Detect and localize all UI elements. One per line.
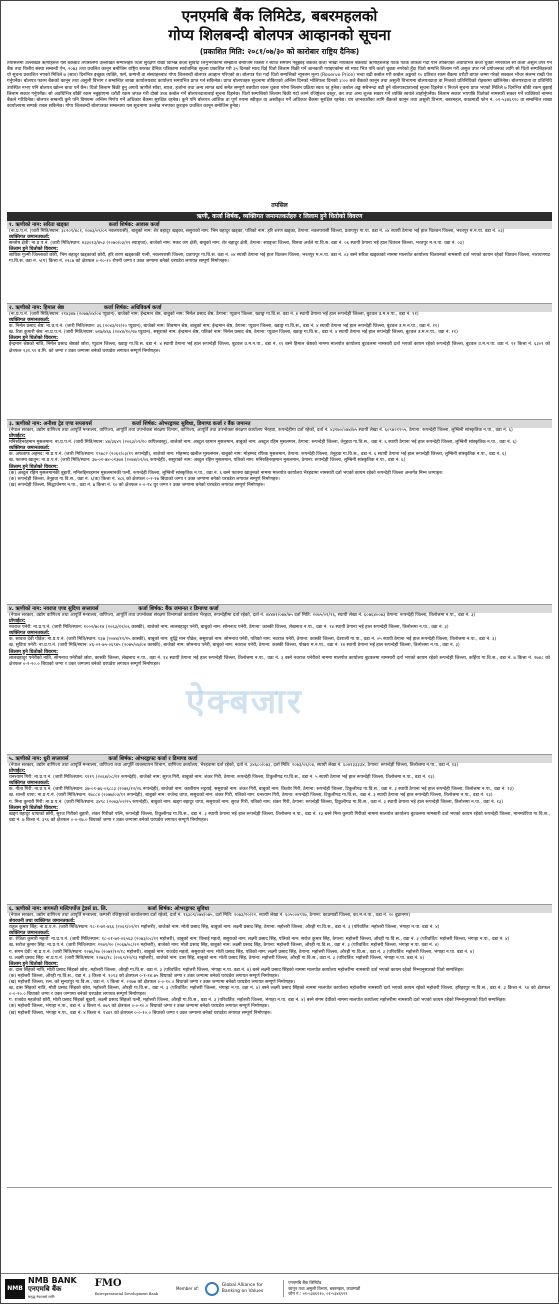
nmb-logo-icon: NMB bbox=[5, 1279, 25, 1299]
section-paragraph: (ना.प्र.प.नं. (जारी मिति/स्थान: ३८२०९/४८१, २०७३/०९/०९ नवलपरासी), बाबुको नाम: शेर बहादुर खड्का, ससुराको नाम: भिम बहादुर खड्का, पतिको नाम: हरि शरण खड्का, ठेगाना: नवलपरासी जिल्ला, प्रतापपुर गा.पा. वडा नं. ०४ स्थायी ठेगाना भई हाल चितवन जिल्ला, भरतपुर म.न.पा. वडा नं. ०३) bbox=[9, 229, 505, 234]
loan-type: कर्जा शिर्षक: ओभरड्राफ्ट सुविधा bbox=[147, 906, 210, 912]
borrower-title bbox=[7, 605, 552, 613]
borrower-name: ६. ऋणीको नाम: बागमती मल्टिपर्पोज ट्रेडर्स प्रा. लि. bbox=[9, 906, 108, 912]
section-paragraph: (नेपाल सरकार, उद्योग वाणिज्य तथा आपूर्ति मन्त्रालय, वाणिज्य, आपूर्ति तथा उपभोक्ता संरक्षण विभाग, वाणिज्य, आपूर्ति तथा उपभोक्ता संरक्षण कार्यालय भैरहवा, रूपन्देहीमा दर्ता रहेको, दर्ता नं. ४३१७०/०७४/७५ स्थायी लेखा नं. ६०९७२१९५५, ठेगाना: रूपन्देही जिल्ला, लुम्बिनी सांस्कृतिक न.पा., वडा नं. ६) bbox=[9, 428, 513, 433]
section-paragraph: ईन्द्रमान श्रेष्ठको नाति, निर्मल प्रसाद श्रेष्ठको छोरा, प्युठान जिल्ला, ख्वाङ्ग गा.वि.स. वडा नं. ४ स्थायी ठेगाना भई हाल रूपन्देही जिल्ला, बुटवल उ.म.न.पा., वडा नं. ११ बस्ने हिमाल श्रेष्ठको नाममा मालपोत कार्यालय बुटवलमा नामसारी दर्ता भएको कायम रहेको रूपन्देही जिल्ला, बुटवल उ.म.न.पा. वडा नं. ११ कित्ता नं. ६३०९ को क्षेत्रफल १३१.९१ व.मि. को जग्गा र उक्त जग्गामा बनेको घरघडेरा लगायत सम्पूर्ण निर्माणहरु। bbox=[9, 342, 550, 354]
section-paragraph: लालबहादुर पनेरीको नाति, सोमनाथ पनेरीको छोरा, कास्की जिल्ला, लेखनाथ न.पा., वडा नं. १४ स्थायी ठेगाना भई हाल रूपन्देही जिल्ला, तिलोत्तमा न.पा., वडा नं. ३ बस्ने नवराज पनेरीको नाममा मालपोत कार्यालय बुटवलमा नामसारी दर्ता भएको कायम रहेको रूपन्देही जिल्ला, कर्हिया गा.वि.स., वडा नं. ७ कित्ता नं. १७४८ को क्षेत्रफल ०-१-२०.० बिघाको जग्गा र उक्त जग्गामा बनेको घरघडेरा लगायत सम्पूर्ण निर्माणहरु। bbox=[9, 655, 550, 667]
fmo-logo bbox=[95, 1279, 158, 1299]
loan-section bbox=[7, 304, 552, 420]
section-paragraph: धनश्याम गिरी: ना.प्र.प.नं. (जारी मिति/स्थान: ९११९ (२०६४/०८/११ रूपन्देही), बाजेको नाम: सुरज गिरी, बाबुको नाम: शंकर गिरी, ठेगाना: रूपन्देही जिल्ला, टिकुलीगढ गा.वि.स., वडा नं. ५ स्थायी ठेगाना भई हाल रूपन्देही जिल्ला, तिलोत्तमा न.पा., वडा नं. १३) bbox=[9, 775, 435, 781]
gabv-line2: Banking on Values bbox=[221, 1288, 264, 1294]
loan-type: कर्जा शिर्षक: ओभरड्राफ्ट कर्जा र डिमाण्ड कर्जा bbox=[108, 756, 198, 762]
borrower-title bbox=[7, 221, 552, 229]
section-paragraph: ख. सुदिपा पनेरी: ना.प्र.प.नं. (जारी मिति/स्थान: ४६-०१-७५-०६९४५ (२०७५/०७/०४ कास्की), बाजेको नाम: सोमनाथ पनेरी, बाबुको नाम: नवराज पनेरी, ठेगाना: कास्की जिल्ला, पोखरा म.न.पा., वडा नं. १४ स्थायी ठेगाना भई हाल रूपन्देही जिल्ला, तिलोत्तमा न.पा., वडा नं. ३) bbox=[9, 643, 460, 649]
subsection-heading: लिलाम हुने धितोको विवरण: bbox=[9, 961, 59, 967]
watermark: ऐक्बजार bbox=[186, 682, 303, 722]
section-paragraph: राहुल कुमार सिंह: ना.प्र.प.नं. (जारी मिति/स्थान: १८-१-७१-४६६ (२०६९/०९/१९ महोत्तरी), बाजेको नाम: मोती प्रसाद सिंह, बाबुको नाम: लक्ष्मी प्रसाद सिंह, ठेगाना: महोत्तरी जिल्ला, औरही गा.वि.स., वडा नं. ३ (परिवर्तित: महोत्तरी जिल्ला, भंगाहा न.पा. वडा नं. ४) bbox=[9, 925, 440, 931]
subsection-heading: लिलाम हुने धितोको विवरण: bbox=[9, 649, 59, 655]
bank-name-np: एनएमबि बैंक bbox=[28, 1284, 62, 1293]
subsection-heading: प्रोपाईटर: bbox=[9, 769, 26, 775]
section-paragraph: ग. संगम देवी: ना.प्र.प.नं. (जारी मिति/स्थान: १२७६/१७ (२०७१/१२/१८ महोत्तरी), बाबुको नाम: राजदेव महतो, ससुराको नाम: मोती प्रसाद सिंह, पतिको नाम: लक्ष्मी प्रसाद सिंह, ठेगाना: महोत्तरी जिल्ला, औरही गा.वि.स., वडा नं. ३ (परिवर्तित: महोत्तरी जिल्ला, भंगाहा न.पा. वडा नं. ४) bbox=[9, 949, 475, 955]
section-paragraph: ख. सरोज कुमार सिंह: ना.प्र.प.नं. (जारी मिति/स्थान: १२७९/२० (२०६७/०८/२२ महोत्तरी), बाजेको नाम: मोती प्रसाद सिंह, बाबुको नाम: लक्ष्मी प्रसाद सिंह, ठेगाना: महोत्तरी जिल्ला, औरही गा.वि.स., वडा नं. ३ (परिवर्तित: महोत्तरी जिल्ला, भंगाहा न.पा. वडा नं. ४) bbox=[9, 943, 439, 949]
subsection-heading: व्यक्तिगत जमानतकर्ता: bbox=[9, 446, 50, 452]
section-paragraph: ख. दास सिंहको नाति, मोती प्रसाद सिंहको छोरा, महोत्तरी जिल्ला, औरही गा.वि.स., वडा नं. ३ (परिवर्तित: महोत्तरी जिल्ला, भंगाहा न.पा. वडा नं. ४) बस्ने लक्ष्मी प्रसाद सिंहको नाममा मालपोत कार्यालय महोत्तरीमा नामसारी दर्ता भएको कायम रहेको महोत्तरी जिल्ला, हरिहरपुर गा.वि.स., वडा नं. ३ कित्ता नं. ९४ को क्षेत्रफल ०-०-१०.० बिघाको जग्गा र उक्त जग्गामा बनेको घरघडेरा लगायत सम्पूर्ण निर्माणहरु। bbox=[9, 986, 550, 998]
notice-header bbox=[1, 1, 558, 57]
subsection-heading: लिलाम हुने धितोको विवरण: bbox=[9, 805, 59, 811]
loan-type: कर्जा शिर्षक: ओभरड्राफ्ट सुविधा, डिमाण्ड कर्जा र बैंक जमानत bbox=[131, 421, 251, 427]
borrower-name: ५. ऋणीको नाम: धुरी सप्लायर्स bbox=[9, 756, 69, 762]
fmo-subtitle: Entrepreneurial Development Bank bbox=[94, 1291, 158, 1296]
intro-paragraph: तपसिलमा उल्लेखित ऋणीहरुले यस बैंकबाट तपसिलमा उल्लेखित सम्पत्तिहरु धितो सुरक्षण राखी विभिन्न कर्जा सुविधा लिनुभएकोमा सम्झौता बमोजिम किस्ता र ब्याज समयमै नबुझाई बैंकको कर्जा भाखा नाघेकाले बैंकबाट ऋणीहरुलाई पटक पटक ताकेता गर्दा पनि तोकिएको अवधिभित्र कर्जा चुक्ता नगरेकाले सो कर्जा असुल उपर गर्न बैंक तथा वित्तीय संस्था सम्बन्धी ऐन, २०७३ तथा प्रचलित कानून बमोजिम राष्ट्रिय स्तरका दैनिक पत्रिकामा सार्वजनिक सूचना प्रकाशित गरी ३५ दिनको म्याद दिई धितो लिलाम बिक्री गर्ने जानकारी गराइएकोमा सो म्याद भित्र पनि कर्जा चुक्ता नगरेको हुँदा धितो सम्पत्ति लिलाम गरी असुल उपर गर्ने प्रयोजनका लागि सो धितो सम्पत्तिहरुको यो सूचना प्रकाशित भएको मितिले ७ (सात) दिनभित्र इच्छुक व्यक्ति, फर्म, कम्पनी वा संस्थाहरुबाट गोप्य शिलबन्दी बोलपत्र आव्हान गरिएको छ। बोलपत्र पेश गर्दा धितो सम्पत्तिको न्यूनतम मूल्य (Reserve Price) भन्दा बढी कबोल गरी कबोल अङ्कको १० प्रतिशत रकम बैंकमा धरौटी बापत जम्मा गरेको सक्कल भौचर संलग्न राखी पेश गर्नुपर्नेछ। बोलपत्र फारम बैंकको कानून तथा असुली विभाग र सम्बन्धित शाखा कार्यालयबाट कार्यालय समयभित्र प्राप्त गर्न सकिनेछ। प्राप्त बोलपत्रहरु सूचनामा तोकिएको अन्तिम दिनको भोलिपल्ट दिनको ३:०० बजे बैंकको कानून तथा असुली विभागमा बोलपत्रदाता वा निजको प्रतिनिधिको रोहबरमा खोलिनेछ। बोलपत्रदाता वा प्रतिनिधि उपस्थित नभए पनि बोलपत्र खोल्न बाधा पर्ने छैन। धितो लिलाम बिक्री हुनु अगावै ऋणीले साँवा, ब्याज, हर्जाना तथा अन्य लागत खर्च समेत सम्पूर्ण बक्यौता रकम चुक्ता गरेमा लिलाम प्रक्रिया स्वतः रद्द हुनेछ। कबोल अङ्क सबैभन्दा बढी हुने बोलपत्रदातालाई सूचना दिइनेछ र निजले सूचना प्राप्त भएको मितिले ७ दिनभित्र बाँकी रकम बुझाई लिलाम सकार गर्नुपर्नेछ। सो अवधिभित्र बाँकी रकम नबुझाएमा धरौटी रकम जफत गरी दोस्रो उच्च कबोल गर्ने बोलपत्रदातालाई सूचना दिइनेछ। धितो सम्पत्तिको लिलाम बिक्री गर्दा लाग्ने रजिष्ट्रेशन दस्तुर, कर तथा अन्य शुल्क सकार गर्ने व्यक्ति स्वयंले व्यहोर्नुपर्नेछ। लिलाम सकार भएपछि धितोको नामसारी सकार गर्ने व्यक्तिको नाममा बैंकले गरिदिनेछ। बोलपत्र सम्बन्धी कुनै पनि विषयमा अन्तिम निर्णय गर्ने अधिकार बैंकमा सुरक्षित रहनेछ। कुनै पनि बोलपत्र आंशिक वा पूर्ण रुपमा स्वीकृत वा अस्वीकृत गर्ने अधिकार बैंकमा सुरक्षित रहनेछ। थप जानकारीका लागि बैंकको कानून तथा असुली विभाग, बबरमहल, काठमाडौं फोन नं. ०१-५३४६९१० वा सम्बन्धित शाखा कार्यालयमा सम्पर्क राख्न सकिनेछ। गोप्य शिलबन्दी बोलपत्रका सम्बन्धमा यस सूचनामा उल्लेख नभएका कुराहरु प्रचलित कानून बमोजिम हुनेछ। bbox=[7, 61, 552, 110]
gabv-logo bbox=[205, 1282, 263, 1296]
subsection-heading: व्यक्तिगत जमानतकर्ता: bbox=[9, 235, 50, 241]
publication-date: (प्रकाशित मिति: २०८१/०७/३० को कारोबार राष्ट्रिय दैनिक) bbox=[199, 47, 360, 56]
section-paragraph: (ख) महोत्तरी जिल्ला, रत्न. को सुन्दरपुर गा.वि.स., वडा नं. ९ कित्ता नं. २२७७ को क्षेत्रफल ०-०-१०.० बिघाको जग्गा र उक्त जग्गामा बनेको घरघडेरा लगायत सम्पूर्ण निर्माणहरु। bbox=[9, 980, 296, 986]
loan-section bbox=[7, 420, 552, 605]
subsection-heading: लिलाम हुने धितोको विवरण: bbox=[9, 464, 59, 470]
section-paragraph: (ख) महोत्तरी जिल्ला, भंगाहा न.पा., वडा नं. ४ कित्ता नं. १४४९ को क्षेत्रफल ०-०-१०.० बिघाको जग्गा र उक्त जग्गामा बनेको घरघडेरा लगायत सम्पूर्ण निर्माणहरु। bbox=[9, 1010, 272, 1016]
loan-sections bbox=[1, 221, 558, 1188]
subsection-heading: शेयरधनी तथा व्यक्तिगत जमानतकर्ता: bbox=[9, 919, 75, 925]
section-paragraph: सन्तोष क्षेत्री: ना.प्र.प.नं. (जारी मिति/स्थान: ४३३०१३/४५३ (२०७०/०३/२२ स्याङ्जा), बाजेको नाम: मकर जंग क्षेत्री, बाबुको नाम: शेर बहादुर क्षेत्री, ठेगाना: स्याङ्जा जिल्ला, बिरुवा अर्चले गा.वि.स. वडा नं. ०६ स्थायी ठेगाना भई हाल चितवन जिल्ला, भरतपुर म.न.पा. वडा नं. ०३) bbox=[9, 241, 464, 247]
contact-address bbox=[283, 1280, 360, 1297]
subsection-heading: व्यक्तिगत जमानतकर्ता: bbox=[9, 931, 50, 937]
gabv-line1: Global Alliance for bbox=[221, 1283, 263, 1288]
loan-section bbox=[7, 605, 552, 755]
address-line1: एनएमबि बैंक लिमिटेड bbox=[288, 1280, 322, 1286]
address-line3: फोन नं.: ०१-५३४६९१०, ०१-५३४६९११ bbox=[288, 1291, 348, 1297]
subsection-heading: व्यक्तिगत जमानतकर्ता: bbox=[9, 631, 50, 637]
loan-section bbox=[7, 221, 552, 304]
section-paragraph: घ. लक्ष्मी प्रसाद सिंह: ना.प्र.प.नं. (जारी मिति/स्थान: १२७६/१८ (२०६९/१२/१३ महोत्तरी), बाजेको नाम: दास सिंह, बाबुको नाम: मोती प्रसाद सिंह, ठेगाना: महोत्तरी जिल्ला, औरही गा.वि.स., वडा नं. ३ (परिवर्तित: महोत्तरी जिल्ला, भंगाहा न.पा. वडा नं. ४) bbox=[9, 955, 425, 961]
section-paragraph: (नेपाल सरकार, उद्योग वाणिज्य तथा आपूर्ति मन्त्रालय, वाणिज्य, आपूर्ति तथा उपभोक्ता संरक्षण विभागको कार्यालय भैरहवा, रूपन्देहीमा दर्ता रहेको, दर्ता नं. ४४४४१/०७४/७५ दर्ता मिति: २०७५/०१/१६, स्थायी लेखा नं. ६०७६४००७३ ठेगाना: रूपन्देही जिल्ला, तिलोत्तमा न.पा., वडा नं. ३) bbox=[9, 613, 476, 618]
schedule-header-bar: ऋणी, कर्जा शिर्षक, व्यक्तिगत जमानतकर्तहरु र लिलाम हुने धितोको विवरण bbox=[7, 212, 552, 221]
section-paragraph: नवराज पनेरी: ना.प्र.प.नं. (जारी मिति/स्थान: १००२/७०१४ (२०६३/१२/०६ कास्की), बाजेको नाम: लालबहादुर पनेरी, बाबुको नाम: सोमनाथ पनेरी, ठेगाना: कास्की जिल्ला, लेखनाथ न.पा., वडा नं. १४ स्थायी ठेगाना भई हाल रूपन्देही जिल्ला, तिलोत्तमा न.पा., वडा नं. ३) bbox=[9, 625, 449, 631]
bank-tagline: समृद्ध नेपालको लागि bbox=[28, 1294, 55, 1299]
address-line2: कानून तथा असुली विभाग, बबरमहल, काठमाडौं bbox=[288, 1285, 361, 1291]
bank-name-en: NMB BANK bbox=[28, 1275, 77, 1285]
fmo-text: FMO bbox=[94, 1277, 122, 1289]
section-paragraph: मनिरुद्दिनरहमान मुसलमान: ना.प्र.प.नं. (जारी मिति/स्थान: ४४/३६४९ (२०६३/०९/१० कपिलवस्तु), बाजेको नाम: अब्दुल रहमान मुसलमान, बाबुको नाम: अब्दुल रहिम मुसलमान, ठेगाना: रूपन्देही जिल्ला, तेनुहवा गा.वि.स., वडा नं. ६ स्थायी ठेगाना भई हाल रूपन्देही जिल्ला, लुम्बिनी सांस्कृतिक न.पा., वडा नं. ६) bbox=[9, 440, 517, 446]
section-paragraph: साविक गुल्मी जिल्लाको छोरी, भिम बहादुर खड्काको छोरी, हरि शरण खड्काकी पत्नी, नवलपरासी जिल्ला, प्रतापपुर गा.वि.स. वडा नं. ०४ स्थायी ठेगाना भई हाल चितवन जिल्ला, भरतपुर म.न.पा. वडा नं. ०३ बस्ने सरिता खड्काको नाममा मालपोत कार्यालय चितवनको नामसारी दर्ता भएको कायम रहेको चितवन जिल्ला, नारायणगढ गा.वि.स. वडा नं. ५(ग) कित्ता नं. २२८७ को क्षेत्रफल ०-१०-१० रोपनी जग्गा र उक्त जग्गामा बनेको घरघडेरा लगायत सम्पूर्ण निर्माणहरु। bbox=[9, 253, 550, 265]
borrower-name: २. ऋणीको नाम: हिमाल श्रेष्ठ bbox=[9, 305, 64, 311]
section-paragraph: (क) रूपन्देही जिल्ला, तेनुहवा गा.वि.स., वडा नं. ६(क) कित्ता नं. ४८६ को क्षेत्रफल ०-२-१७ बिघाको जग्गा र उक्त जग्गामा बनेको घरघडेरा लगायत सम्पूर्ण निर्माणहरु। bbox=[9, 476, 280, 482]
bank-title: एनएमबि बैंक लिमिटेड, बबरमहलको bbox=[181, 7, 378, 25]
section-paragraph: (नेपाल सरकार, उद्योग वाणिज्य तथा आपूर्ति मन्त्रालय, वाणिज्य तथा आपूर्ति व्यवस्थापन विभाग, वाणिज्य कार्यालय, भैरहवामा दर्ता रहेको, दर्ता नं. ३४६८०/०७३, दर्ता मिति: २०७३/०६/०४, स्थायी लेखा नं. ६०४१३३३३४, ठेगाना: रूपन्देही जिल्ला, तिलोत्तमा न.पा., वडा नं. १३) bbox=[9, 763, 459, 768]
section-paragraph: (ख) रूपन्देही जिल्ला, सिद्धार्थनगर न.पा., वडा नं. ७ कित्ता नं. १० को क्षेत्रफल ०-०-१४ धुर जग्गा र उक्त जग्गामा बनेको घरघडेरा लगायत सम्पूर्ण निर्माणहरु। bbox=[9, 482, 265, 488]
section-paragraph: क. सावत्रा देवी पौडेल: ना.प्र.प.नं. (जारी मिति/स्थान: १३७ (२०४४/११/१५ कास्की), बाबुको नाम: बुद्धि मान पौडेल, ससुराको नाम: सोमनाथ पनेरी, पतिको नाम: नवराज पनेरी, ठेगाना: कास्की जिल्ला, देउराली गा.पा., वडा नं. ०५ स्थायी ठेगाना भई हाल रूपन्देही जिल्ला, तिलोत्तमा न.पा., वडा नं. ३) bbox=[9, 637, 497, 643]
subsection-heading: व्यक्तिगत जमानतकर्ता: bbox=[9, 318, 50, 324]
section-paragraph: क. अफताफ अहमद: ना.प्र.प.नं. (जारी मिति/स्थान: १९७८२ (२०६२/०३/१९ रूपन्देही), बाजेको नाम: मोहम्मद खलील मुसलमान, बाबुको नाम: मोहम्मद रफिक मुसलमान, ठेगाना: रूपन्देही जिल्ला, तेनुहवा गा.वि.स., वडा नं. ६ स्थायी ठेगाना भई हाल रूपन्देही जिल्ला, लुम्बिनी सांस्कृतिक न.पा., वडा नं. ६) bbox=[9, 452, 507, 458]
member-label: Member of: bbox=[175, 1286, 199, 1291]
loan-section bbox=[7, 755, 552, 905]
section-paragraph: ख. रिता कुमारी श्रेष्ठ: ना.प्र.प.नं. (जारी मिति/स्थान: ७१७/४६६ (२०४४/१०/२७ प्युठान), ससुराको नाम: ईन्द्रमान श्रेष्ठ, पतिको नाम: निर्मल प्रसाद श्रेष्ठ, ठेगाना: प्युठान जिल्ला, ख्वाङ्ग गा.वि.स., वडा नं. ४ स्थायी ठेगाना भई हाल रूपन्देही जिल्ला, बुटवल उ.म.न.पा., वडा नं. ११) bbox=[9, 330, 458, 336]
section-paragraph: ग. मिना कुमारी गिरी: ना.प्र.प.नं. (जारी मिति/स्थान: ३४९८ (२०७३/०२/२५ रूपन्देही), बाबुको नाम: खड्ग बहादुर थापा, ससुराको नाम: सुरज गिरी, पतिको नाम: शंकर गिरी, ठेगाना: रूपन्देही जिल्ला, टिकुलीगढ गा.वि.स., वडा नं. ३ स्थायी ठेगाना भई हाल रूपन्देही जिल्ला, तिलोत्तमा न.पा., वडा नं. १३) bbox=[9, 799, 504, 805]
section-paragraph: (क) महोत्तरी जिल्ला, औरही गा.वि.स., वडा नं. ३ कित्ता नं. १०९३ को क्षेत्रफल ०-१-१४.७५ बिघाको जग्गा र उक्त जग्गामा बनेको घरघडेरा लगायत सम्पूर्ण निर्माणहरु। bbox=[9, 973, 280, 979]
subsection-heading: व्यक्तिगत जमानतकर्ता: bbox=[9, 781, 50, 787]
loan-type: कर्जा शिर्षक: बैंक जमानत र डिमाण्ड कर्जा bbox=[138, 606, 219, 612]
section-paragraph: (नेपाल सरकार, उद्योग वाणिज्य तथा आपूर्ति मन्त्रालय, कम्पनी रजिष्ट्रारको कार्यालयमा दर्ता रहेको, दर्ता नं. १६३०९/०७४/०७५, दर्ता मिति: २०७३/१०/२२, स्थायी लेखा नं. ६०५००४९९७, ठेगाना: काठमाडौं जिल्ला, का.म.न.पा., वडा नं. २० बुढानगर) bbox=[9, 913, 411, 918]
notice-title: गोप्य शिलबन्दी बोलपत्र आव्हानको सूचना bbox=[168, 26, 391, 44]
footer bbox=[1, 1273, 558, 1303]
borrower-name: ४. ऋणीको नाम: नवराज एण्ड सुदिपा सप्लायर्स bbox=[9, 606, 99, 612]
section-paragraph: ख. फातमा खातुन: ना.प्र.प.नं. (जारी मिति/स्थान: ३७-०१-७४-०१३७४ (२०७४/०२/०६ रूपन्देही), ससुराको नाम: अब्दुल रहिम मुसलमान, पतिको नाम: मनिरुद्दिनरहमान मुसलमान, ठेगाना: रूपन्देही जिल्ला, लुम्बिनी सांस्कृतिक न.पा., वडा नं. ६) bbox=[9, 458, 406, 464]
section-paragraph: क. गीता गिरी: ना.प्र.प.नं. (जारी मिति/स्थान: ३७-०१-७६-०६८८३ (२०७६/१२/२६ रूपन्देही), बाजेको नाम: काशीराम भट्टराई, ससुराको नाम: शंकर गिरी, बाबुको नाम: किशोर गिरी, ठेगाना: रूपन्देही जिल्ला, टिकुलीगढ गा.वि.स., वडा नं. ३ स्थायी ठेगाना भई हाल रूपन्देही जिल्ला, तिलोत्तमा न.पा., वडा नं. १३) bbox=[9, 787, 514, 793]
section-paragraph: (ना.प्र.प.नं. (जारी मिति/स्थान: २१४३४७ (२०७७/०४/०४ प्युठान), बाजेको नाम: ईन्द्रमान श्रेष्ठ, बाबुको नाम: निर्मल प्रसाद श्रेष्ठ, ठेगाना: प्युठान जिल्ला, ख्वाङ्ग गा.वि.स. वडा नं. ४ स्थायी ठेगाना भई हाल रूपन्देही जिल्ला, बुटवल उ.म.न.पा., वडा नं. ११) bbox=[9, 312, 419, 317]
subsection-heading: लिलाम हुने धितोको विवरण: bbox=[9, 336, 59, 342]
borrower-title bbox=[7, 304, 552, 312]
borrower-name: १. ऋणीको नाम: सरिता खड्का bbox=[9, 222, 69, 228]
loan-section bbox=[7, 905, 552, 1188]
borrower-name: ३. ऋणीको नाम: अनीशा ट्रेड एण्ड सप्लायर्स bbox=[9, 421, 92, 427]
schedule-label: तपसिल bbox=[271, 202, 288, 209]
section-paragraph: ख. शान्ती थापा: ना.प्र.प.नं. (जारी मिति/स्थान: १७८८४ (२०७७/०३/१२ रूपन्देही), बाबुको नाम: राजेन्द्र थापा, ससुराको नाम: शंकर गिरी, पतिको नाम: धनश्याम गिरी, ठेगाना: रूपन्देही जिल्ला, टिकुलीगढ गा.वि.स., वडा नं. ३ स्थायी ठेगाना भई हाल रूपन्देही जिल्ला, तिलोत्तमा न.पा., वडा नं. १३) bbox=[9, 793, 493, 799]
nmb-logo bbox=[5, 1277, 77, 1301]
loan-type: कर्जा शिर्षक: अधिविकर्ष कर्जा bbox=[103, 305, 162, 311]
section-paragraph: (क) अब्दुल रहिम मुसलमानकी बुहारी, मनिरुद्दिनरहमान मुसलमानकी पत्नी, रूपन्देही जिल्ला, लुम्बिनी सांस्कृतिक न.पा., वडा नं. ६ बस्ने फातमा खातुनको नाममा मालपोत कार्यालय भैरहवामा नामसारी दर्ता भएको कायम रहेको रूपन्देही जिल्ला अन्तर्गत निम्न जग्गाहरु: bbox=[9, 470, 444, 476]
gabv-circle-icon bbox=[205, 1282, 219, 1296]
section-paragraph: क. दास सिंहको नाति, मोती प्रसाद सिंहको छोरा, महोत्तरी जिल्ला, औरही गा.वि.स. वडा नं. ३ (परिवर्तित: महोत्तरी जिल्ला, भंगाहा न.पा. वडा नं. ४) बस्ने लक्ष्मी प्रसाद सिंहको नाममा मालपोत कार्यालय महोत्तरीमा नामसारी दर्ता भएको कायम रहेको निम्नानुसारको धितो सम्पत्तिहरु: bbox=[9, 967, 465, 973]
borrower-title bbox=[7, 905, 552, 913]
section-paragraph: खड्ग बहादुर थापाको छोरी, सुरज गिरीको बुहारी, शंकर गिरीको पत्नि, रूपन्देही जिल्ला, टिकुलीगढ गा.वि.स., वडा नं. ३ स्थायी ठेगाना भई हाल रूपन्देही जिल्ला, तिलोत्तमा न.पा., वडा नं. १३ बस्ने मिना कुमारी गिरीको नाममा मालपोत कार्यालय बुटवलमा नामसारी दर्ता भएको कायम रहेको रूपन्देही जिल्ला, मानमटेरिया गा.वि.स., वडा नं. ७ कित्ता नं. ३९६ को क्षेत्रफल ०-०-१७.० बिघाको जग्गा र उक्त जग्गामा बनेको घरघडेरा लगायत सम्पूर्ण निर्माणहरु। bbox=[9, 811, 550, 823]
subsection-heading: लिलाम हुने धितोको विवरण: bbox=[9, 247, 59, 253]
loan-type: कर्जा शिर्षक: आवास कर्जा bbox=[108, 222, 160, 228]
subsection-heading: प्रोपाईटर: bbox=[9, 434, 26, 440]
section-paragraph: क. निर्मल प्रसाद श्रेष्ठ: ना.प्र.प.नं. (जारी मिति/स्थान: ३६ (२०४३/१२/२० प्युठान), बाजेको नाम: शिवमान श्रेष्ठ, बाबुको नाम: ईन्द्रमान श्रेष्ठ, ठेगाना: प्युठान जिल्ला, ख्वाङ्ग गा.वि.स., वडा नं. ४ स्थायी ठेगाना भई हाल रूपन्देही जिल्ला, बुटवल उ.म.न.पा., वडा नं. ११) bbox=[9, 324, 440, 330]
section-paragraph: (क) महोत्तरी जिल्ला, भंगाहा न.पा., वडा नं. ४ कित्ता नं. ४७९ को क्षेत्रफल ०-०-१०.० बिघाको जग्गा र उक्त जग्गामा बनेको घरघडेरा लगायत सम्पूर्ण निर्माणहरु। bbox=[9, 1004, 270, 1010]
borrower-title bbox=[7, 755, 552, 763]
borrower-title bbox=[7, 420, 552, 428]
section-paragraph: क. रंजिता कुमारी महतो: ना.प्र.प.नं. (जारी मिति/स्थान: १८-०१-७१-०६५६३ (२०७३/०८/२९ महोत्तरी), बाबुको नाम: तिलाई महतो, ससुराको नाम: लक्ष्मी प्रसाद सिंह, पतिको नाम: सरोज कुमार सिंह, ठेगाना: महोत्तरी जिल्ला, औरही गा.वि.स., वडा नं. ३ (परिवर्तित: महोत्तरी जिल्ला, भंगाहा न.पा., वडा नं. ४) bbox=[9, 937, 510, 943]
section-paragraph: ग. राजदेव महतोको छोरी, मोती प्रसाद सिंहको बुहारी, लक्ष्मी प्रसाद सिंहको पत्नी, महोत्तरी जिल्ला, औरही गा.वि.स., वडा नं. ३ (परिवर्तित: महोत्तरी जिल्ला, भंगाहा न.पा. वडा नं. ४) बस्ने संगम देवीको नाममा मालपोत कार्यालय महोत्तरीमा नामसारी दर्ता भएको कायम रहेको निम्नानुसारको धितो सम्पत्तिहरु: bbox=[9, 998, 507, 1004]
subsection-heading: प्रोपाईटर: bbox=[9, 619, 26, 625]
